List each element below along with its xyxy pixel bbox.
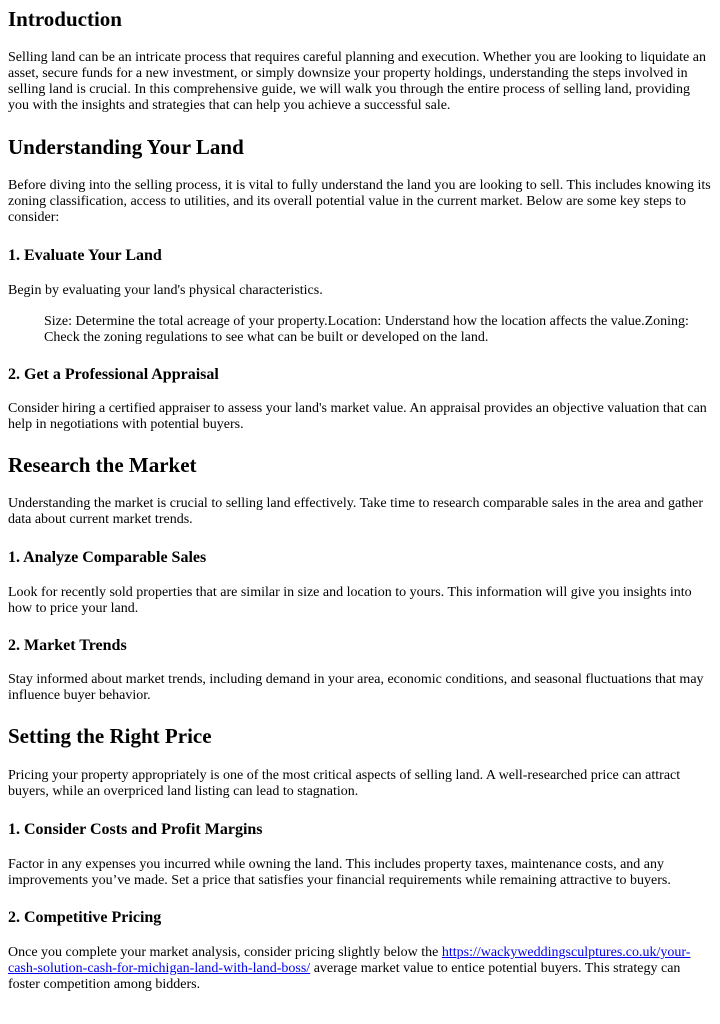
subheading-costs-profit-margins: 1. Consider Costs and Profit Margins xyxy=(8,821,263,838)
paragraph-costs: Factor in any expenses you incurred while owning the land. This includes property taxes, maintenance costs, and any improvements you’ve made. Set a price that satisfies your financial requirements while remaining attractive to buyers. xyxy=(8,857,671,888)
paragraph-competitive-pricing xyxy=(8,945,712,993)
subheading-market-trends: 2. Market Trends xyxy=(8,637,127,654)
heading-introduction: Introduction xyxy=(8,7,122,31)
subheading-competitive-pricing: 2. Competitive Pricing xyxy=(8,909,162,926)
paragraph-research: Understanding the market is crucial to selling land effectively. Take time to research comparable sales in the area and gather data about current market trends. xyxy=(8,496,703,527)
heading-setting-the-right-price: Setting the Right Price xyxy=(8,724,212,748)
cash-for-land-link[interactable]: https://wackyweddingsculptures.co.uk/your-cash-solution-cash-for-michigan-land-with-land-boss/ xyxy=(8,945,691,976)
blockquote-land-characteristics: Size: Determine the total acreage of your property.Location: Understand how the location affects the value.Zoning: Check the zoning regulations to see what can be built or developed on the land. xyxy=(44,314,689,345)
paragraph-understanding: Before diving into the selling process, it is vital to fully understand the land you are looking to sell. This includes knowing its zoning classification, access to utilities, and its overall potential value in the current market. Below are some key steps to consider: xyxy=(8,178,711,225)
paragraph-introduction: Selling land can be an intricate process that requires careful planning and execution. Whether you are looking to liquidate an asset, secure funds for a new investment, or simply downsize your property holdings, understanding the steps involved in selling land is crucial. In this comprehensive guide, we will walk you through the entire process of selling land, providing you with the insights and strategies that can help you achieve a successful sale. xyxy=(8,50,706,113)
paragraph-comparable-sales: Look for recently sold properties that are similar in size and location to yours. This information will give you insights into how to price your land. xyxy=(8,585,692,616)
heading-understanding-your-land: Understanding Your Land xyxy=(8,135,244,159)
subheading-professional-appraisal: 2. Get a Professional Appraisal xyxy=(8,366,219,383)
competitive-text-before: Once you complete your market analysis, consider pricing slightly below the xyxy=(8,945,439,960)
subheading-evaluate-your-land: 1. Evaluate Your Land xyxy=(8,247,162,264)
subheading-comparable-sales: 1. Analyze Comparable Sales xyxy=(8,549,207,566)
paragraph-evaluate: Begin by evaluating your land's physical characteristics. xyxy=(8,283,323,298)
competitive-text-after: average market value to entice potential buyers. This strategy can foster competition among bidders. xyxy=(8,961,681,992)
paragraph-market-trends: Stay informed about market trends, including demand in your area, economic conditions, and seasonal fluctuations that may influence buyer behavior. xyxy=(8,672,704,703)
paragraph-pricing: Pricing your property appropriately is one of the most critical aspects of selling land. A well-researched price can attract buyers, while an overpriced land listing can lead to stagnation. xyxy=(8,768,681,799)
heading-research-the-market: Research the Market xyxy=(8,453,197,477)
article xyxy=(0,7,720,993)
paragraph-appraisal: Consider hiring a certified appraiser to assess your land's market value. An appraisal provides an objective valuation that can help in negotiations with potential buyers. xyxy=(8,401,707,432)
